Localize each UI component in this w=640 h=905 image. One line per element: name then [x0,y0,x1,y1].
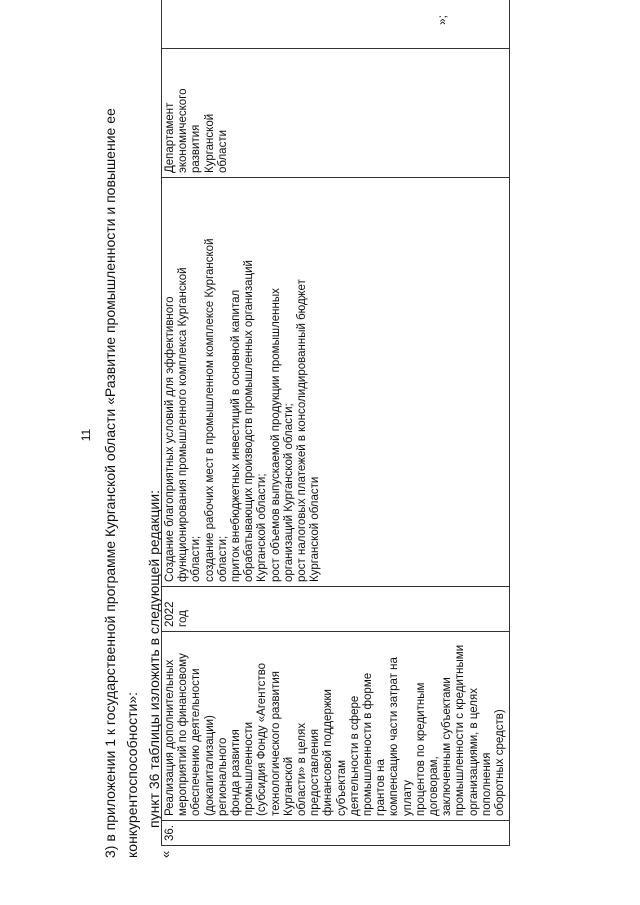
heading-line-2: пункт 36 таблицы изложить в следующей редакции: [146,490,162,828]
empty-cell [162,0,510,49]
amendment-heading [99,38,165,858]
measure-cell: Реализация дополнительных мероприятий по финансовому обеспечению деятельности (докапитализации) регионального фонда развития промышленности (субсидия Фонду «Агентство технологического развития Курганской области» в целях предоставления финансовой поддержки субъектам деятельности в сфере промышленности в форме грантов на компенсацию части затрат на уплату процентов по кредитным договорам, заключенным субъектами промышленности с кредитными организациями, в целях пополнения оборотных средств) [162,632,510,821]
program-table [161,0,510,846]
page-number: 11 [79,428,94,442]
closing-quote: »; [435,14,449,25]
heading-line-1: 3) в приложении 1 к государственной программе Курганской области «Развитие промышленности и повышение ее конкурентоспособности»: [102,108,140,858]
row-number: 36. [162,821,510,846]
table-row [162,0,510,846]
rotated-content [95,14,507,858]
opening-quote: « [158,850,173,858]
year-cell: 2022 год [162,587,510,632]
results-cell: Создание благоприятных условий для эффективного функционирования промышленного комплекса Курганской области; создание рабочих мест в промышленном комплексе Курганской области; приток внебюджетных инвестиций в основной капитал обрабатывающих производств промышленных организаций Курганской области; рост объемов выпускаемой продукции промышленных организаций Курганской области; рост налоговых платежей в консолидированный бюджет Курганской области [162,178,510,587]
executor-cell: Департамент экономического развития Курганской области [162,49,510,178]
